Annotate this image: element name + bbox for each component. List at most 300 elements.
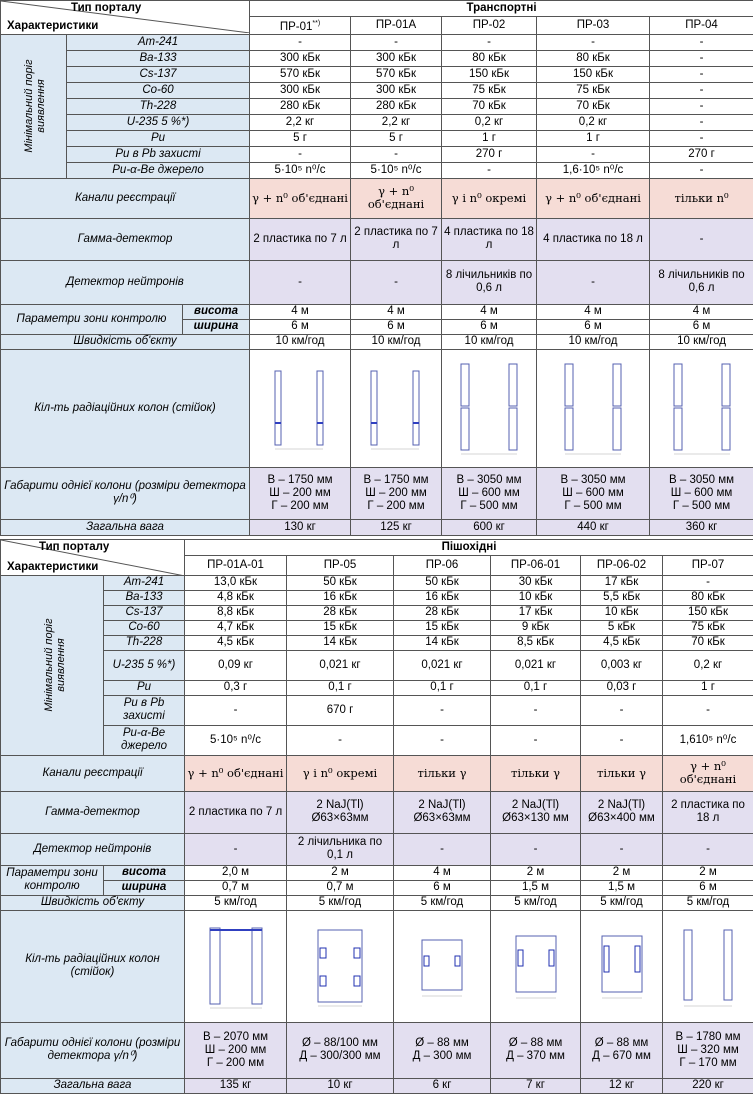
isotope-label: Th-228 (67, 98, 250, 114)
cell: γ і n⁰ окремі (442, 178, 537, 218)
cell: 0,1 г (491, 680, 581, 695)
cell: 10 км/год (537, 334, 650, 349)
group-title-transport: Транспортні (250, 1, 753, 17)
header-corner (1, 1, 250, 35)
weight-label: Загальна вага (1, 1078, 185, 1093)
cell: - (650, 218, 753, 260)
cell: - (650, 50, 753, 66)
cell: 2 NaJ(Tl) Ø63×130 мм (491, 791, 581, 833)
cell: - (442, 34, 537, 50)
cell: - (537, 146, 650, 162)
cell: 130 кг (250, 519, 351, 535)
cell: 4 пластика по 18 л (537, 218, 650, 260)
portal-drawing (361, 363, 431, 453)
cell: 10 кг (287, 1078, 394, 1093)
cell: - (250, 260, 351, 304)
column-header: ПР-01А-01 (185, 555, 287, 575)
cell: 570 кБк (250, 66, 351, 82)
width-label: ширина (104, 880, 185, 895)
cell: 0,2 кг (442, 114, 537, 130)
cell: - (250, 146, 351, 162)
cell: 10 км/год (442, 334, 537, 349)
cell: 6 м (250, 319, 351, 334)
cell: Ø – 88 мм Д – 370 мм (491, 1022, 581, 1078)
isotope-label: Cs-137 (104, 605, 185, 620)
cell: 2 м (581, 865, 663, 880)
characteristics-header: Характеристики (7, 561, 98, 574)
cell: В – 1750 мм Ш – 200 мм Г – 200 мм (250, 467, 351, 519)
dims-row (1, 467, 753, 519)
header-corner (1, 539, 185, 575)
cell: 300 кБк (351, 50, 442, 66)
drawing-cell (537, 349, 650, 467)
cell: 16 кБк (394, 590, 491, 605)
cell: 135 кг (185, 1078, 287, 1093)
cell: 2 м (491, 865, 581, 880)
cell: 14 кБк (287, 635, 394, 650)
neutron-label: Детектор нейтронів (1, 260, 250, 304)
cell: 2 пластика по 7 л (185, 791, 287, 833)
cell: 0,03 г (581, 680, 663, 695)
cell: тільки n⁰ (650, 178, 753, 218)
cell: В – 3050 мм Ш – 600 мм Г – 500 мм (650, 467, 753, 519)
cell: 2 NaJ(Tl) Ø63×63мм (394, 791, 491, 833)
isotope-label: Co-60 (67, 82, 250, 98)
table-row (1, 98, 753, 114)
cell: - (650, 98, 753, 114)
height-label: висота (183, 304, 250, 319)
cell: 10 км/год (351, 334, 442, 349)
cell: 30 кБк (491, 575, 581, 590)
isotope-label: U-235 5 %*) (104, 650, 185, 680)
table-row (1, 66, 753, 82)
cell: 280 кБк (250, 98, 351, 114)
neutron-row (1, 260, 753, 304)
cell: 150 кБк (537, 66, 650, 82)
cell: - (351, 146, 442, 162)
cell: 5 км/год (287, 895, 394, 910)
cell: 270 г (442, 146, 537, 162)
cell: В – 3050 мм Ш – 600 мм Г – 500 мм (442, 467, 537, 519)
isotope-label: Pu (104, 680, 185, 695)
dims-label: Габарити однієї колони (розміри детектора γ/n⁰) (1, 1022, 185, 1078)
drawing-cell (442, 349, 537, 467)
cell: 6 м (351, 319, 442, 334)
portal-drawing (449, 360, 529, 456)
cell: 0,7 м (287, 880, 394, 895)
cell: - (537, 260, 650, 304)
table-row (1, 590, 753, 605)
portal-drawing (586, 920, 658, 1012)
cell: 13,0 кБк (185, 575, 287, 590)
cell: - (663, 833, 753, 865)
cell: 0,3 г (185, 680, 287, 695)
table-row (1, 130, 753, 146)
isotope-label: Co-60 (104, 620, 185, 635)
zone-label: Параметри зони контролю (1, 304, 183, 334)
cell: - (351, 34, 442, 50)
column-header: ПР-01А (351, 17, 442, 35)
cell: γ + n⁰ об'єднані (663, 755, 753, 791)
cell: 0,021 кг (394, 650, 491, 680)
portal-type-header: Тип порталу (71, 2, 141, 15)
cell: 150 кБк (663, 605, 753, 620)
cell: 2 пластика по 7 л (351, 218, 442, 260)
neutron-label: Детектор нейтронів (1, 833, 185, 865)
drawing-cell (491, 910, 581, 1022)
speed-row (1, 895, 753, 910)
cell: γ + n⁰ об'єднані (185, 755, 287, 791)
isotope-label: Pu (67, 130, 250, 146)
cell: - (650, 130, 753, 146)
gamma-row (1, 218, 753, 260)
weight-label: Загальна вага (1, 519, 250, 535)
cell: 6 м (394, 880, 491, 895)
cell: - (250, 34, 351, 50)
isotope-label: Am-241 (104, 575, 185, 590)
neutron-row (1, 833, 753, 865)
cell: 0,021 кг (491, 650, 581, 680)
cell: 50 кБк (287, 575, 394, 590)
cell: 125 кг (351, 519, 442, 535)
column-header: ПР-06-01 (491, 555, 581, 575)
column-header: ПР-06 (394, 555, 491, 575)
cell: 0,7 м (185, 880, 287, 895)
cell: 0,021 кг (287, 650, 394, 680)
cell: 2 пластика по 18 л (663, 791, 753, 833)
cell: 80 кБк (442, 50, 537, 66)
drawing-cell (663, 910, 753, 1022)
cell: 80 кБк (537, 50, 650, 66)
channels-label: Канали реєстрації (1, 755, 185, 791)
table-row (1, 162, 753, 178)
isotope-label: Cs-137 (67, 66, 250, 82)
cell: 4 пластика по 18 л (442, 218, 537, 260)
cell: 6 м (663, 880, 753, 895)
cell: 300 кБк (250, 82, 351, 98)
cell: γ і n⁰ окремі (287, 755, 394, 791)
cell: 300 кБк (250, 50, 351, 66)
cell: 440 кг (537, 519, 650, 535)
cell: 4 м (394, 865, 491, 880)
cell: 15 кБк (287, 620, 394, 635)
isotope-label: Ba-133 (104, 590, 185, 605)
cell: тільки γ (394, 755, 491, 791)
table-row (1, 50, 753, 66)
height-label: висота (104, 865, 185, 880)
cell: В – 3050 мм Ш – 600 мм Г – 500 мм (537, 467, 650, 519)
cell: 4,8 кБк (185, 590, 287, 605)
cell: 16 кБк (287, 590, 394, 605)
gamma-label: Гамма-детектор (1, 791, 185, 833)
drawing-cell (250, 349, 351, 467)
cell: 270 г (650, 146, 753, 162)
dims-row (1, 1022, 753, 1078)
cell: 300 кБк (351, 82, 442, 98)
cell: 1 г (537, 130, 650, 146)
cell: 0,2 кг (537, 114, 650, 130)
cell: 280 кБк (351, 98, 442, 114)
weight-row (1, 519, 753, 535)
cell: 7 кг (491, 1078, 581, 1093)
portal-drawing (300, 920, 380, 1012)
cell: - (394, 725, 491, 755)
cell: - (663, 695, 753, 725)
cell: 2 пластика по 7 л (250, 218, 351, 260)
cell: В – 1780 мм Ш – 320 мм Г – 170 мм (663, 1022, 753, 1078)
channels-row (1, 755, 753, 791)
cell: - (394, 695, 491, 725)
cell: 1,6·10⁵ n⁰/c (537, 162, 650, 178)
cell: 2 NaJ(Tl) Ø63×63мм (287, 791, 394, 833)
cell: 360 кг (650, 519, 753, 535)
cell: - (650, 66, 753, 82)
isotope-label: U-235 5 %*) (67, 114, 250, 130)
speed-label: Швидкість об'єкту (1, 334, 250, 349)
portal-drawing (265, 363, 335, 453)
columns-count-label: Кіл-ть радіаційних колон (стійок) (1, 349, 250, 467)
drawing-cell (185, 910, 287, 1022)
cell: - (287, 725, 394, 755)
cell: - (537, 34, 650, 50)
table-row (1, 695, 753, 725)
cell: 0,09 кг (185, 650, 287, 680)
table-row (1, 635, 753, 650)
cell: 570 кБк (351, 66, 442, 82)
cell: 15 кБк (394, 620, 491, 635)
cell: 5 км/год (185, 895, 287, 910)
cell: 4 м (442, 304, 537, 319)
column-header: ПР-07 (663, 555, 753, 575)
column-header: ПР-02 (442, 17, 537, 35)
table-row (1, 34, 753, 50)
cell: 17 кБк (491, 605, 581, 620)
cell: 4 м (537, 304, 650, 319)
cell: 6 м (537, 319, 650, 334)
cell: тільки γ (491, 755, 581, 791)
cell: 4 м (250, 304, 351, 319)
cell: В – 2070 мм Ш – 200 мм Г – 200 мм (185, 1022, 287, 1078)
cell: - (581, 695, 663, 725)
cell: - (663, 575, 753, 590)
cell: 80 кБк (663, 590, 753, 605)
cell: 5·10⁵ n⁰/c (250, 162, 351, 178)
cell: 220 кг (663, 1078, 753, 1093)
cell: 6 кг (394, 1078, 491, 1093)
cell: 5 кБк (581, 620, 663, 635)
cell: - (650, 114, 753, 130)
cell: 2 лічильника по 0,1 л (287, 833, 394, 865)
cell: 4,5 кБк (581, 635, 663, 650)
cell: - (442, 162, 537, 178)
cell: - (650, 34, 753, 50)
cell: Ø – 88 мм Д – 300 мм (394, 1022, 491, 1078)
cell: 75 кБк (537, 82, 650, 98)
cell: 6 м (650, 319, 753, 334)
cell: 10 км/год (250, 334, 351, 349)
cell: 0,2 кг (663, 650, 753, 680)
cell: 8 лічильників по 0,6 л (442, 260, 537, 304)
cell: 28 кБк (394, 605, 491, 620)
cell: 1 г (442, 130, 537, 146)
cell: 10 км/год (650, 334, 753, 349)
cell: 5 км/год (663, 895, 753, 910)
cell: - (185, 695, 287, 725)
table-row (1, 725, 753, 755)
cell: 150 кБк (442, 66, 537, 82)
cell: 2 NaJ(Tl) Ø63×400 мм (581, 791, 663, 833)
cell: 4,7 кБк (185, 620, 287, 635)
threshold-label: Мінімальний поріг виявлення (1, 34, 67, 178)
portal-type-header: Тип порталу (39, 541, 109, 554)
isotope-label: Pu-α-Be джерело (104, 725, 185, 755)
column-header: ПР-03 (537, 17, 650, 35)
gamma-row (1, 791, 753, 833)
cell: 2,2 кг (351, 114, 442, 130)
cell: 9 кБк (491, 620, 581, 635)
height-row (1, 304, 753, 319)
drawing-cell (650, 349, 753, 467)
cell: 5 г (250, 130, 351, 146)
cell: γ + n⁰ об'єднані (537, 178, 650, 218)
cell: 2 м (663, 865, 753, 880)
channels-row (1, 178, 753, 218)
table-row (1, 680, 753, 695)
cell: 1,610⁵ n⁰/c (663, 725, 753, 755)
cell: 8,8 кБк (185, 605, 287, 620)
portal-drawing (668, 920, 748, 1012)
isotope-label: Pu в Pb захисті (67, 146, 250, 162)
cell: 670 г (287, 695, 394, 725)
cell: 0,1 г (287, 680, 394, 695)
table-row (1, 605, 753, 620)
cell: 0,003 кг (581, 650, 663, 680)
table-row (1, 620, 753, 635)
cell: 5 г (351, 130, 442, 146)
pedestrian-table (0, 539, 753, 1094)
speed-label: Швидкість об'єкту (1, 895, 185, 910)
characteristics-header: Характеристики (7, 20, 98, 33)
cell: 70 кБк (537, 98, 650, 114)
table-row (1, 114, 753, 130)
cell: 10 кБк (581, 605, 663, 620)
width-row (1, 880, 753, 895)
cell: - (491, 695, 581, 725)
threshold-label: Мінімальний поріг виявлення (1, 575, 104, 755)
cell: γ + n⁰ об'єднані (351, 178, 442, 218)
cell: 75 кБк (442, 82, 537, 98)
cell: 6 м (442, 319, 537, 334)
cell: - (581, 833, 663, 865)
cell: - (351, 260, 442, 304)
isotope-label: Am-241 (67, 34, 250, 50)
channels-label: Канали реєстрації (1, 178, 250, 218)
column-header: ПР-05 (287, 555, 394, 575)
cell: 5·10⁵ n⁰/c (185, 725, 287, 755)
table-row (1, 575, 753, 590)
table-row (1, 650, 753, 680)
cell: 75 кБк (663, 620, 753, 635)
cell: - (650, 82, 753, 98)
dims-label: Габарити однієї колони (розміри детектора γ/n⁰) (1, 467, 250, 519)
portal-drawing (553, 360, 633, 456)
cell: 5 км/год (491, 895, 581, 910)
cell: 2,2 кг (250, 114, 351, 130)
cell: 2,0 м (185, 865, 287, 880)
isotope-label: Pu в Pb захисті (104, 695, 185, 725)
cell: 1 г (663, 680, 753, 695)
zone-label: Параметри зони контролю (1, 865, 104, 895)
cell: В – 1750 мм Ш – 200 мм Г – 200 мм (351, 467, 442, 519)
cell: γ + n⁰ об'єднані (250, 178, 351, 218)
cell: Ø – 88/100 мм Д – 300/300 мм (287, 1022, 394, 1078)
cell: 70 кБк (663, 635, 753, 650)
cell: 28 кБк (287, 605, 394, 620)
drawing-cell (287, 910, 394, 1022)
cell: 4,5 кБк (185, 635, 287, 650)
isotope-label: Ba-133 (67, 50, 250, 66)
cell: 600 кг (442, 519, 537, 535)
cell: 50 кБк (394, 575, 491, 590)
cell: - (491, 833, 581, 865)
cell: 5 км/год (581, 895, 663, 910)
table-row (1, 146, 753, 162)
transport-table (0, 0, 753, 536)
drawing-cell (581, 910, 663, 1022)
cell: - (581, 725, 663, 755)
drawing-cell (394, 910, 491, 1022)
cell: 70 кБк (442, 98, 537, 114)
cell: 5 км/год (394, 895, 491, 910)
cell: - (394, 833, 491, 865)
cell: 4 м (351, 304, 442, 319)
cell: 1,5 м (581, 880, 663, 895)
width-label: ширина (183, 319, 250, 334)
column-header: ПР-01**) (250, 17, 351, 35)
column-header: ПР-06-02 (581, 555, 663, 575)
weight-row (1, 1078, 753, 1093)
cell: Ø – 88 мм Д – 670 мм (581, 1022, 663, 1078)
cell: 8 лічильників по 0,6 л (650, 260, 753, 304)
cell: 5,5 кБк (581, 590, 663, 605)
cell: - (185, 833, 287, 865)
cell: 5·10⁵ n⁰/c (351, 162, 442, 178)
isotope-label: Pu-α-Be джерело (67, 162, 250, 178)
height-row (1, 865, 753, 880)
column-header: ПР-04 (650, 17, 753, 35)
cell: - (491, 725, 581, 755)
drawing-row (1, 910, 753, 1022)
table-row (1, 82, 753, 98)
cell: 17 кБк (581, 575, 663, 590)
drawing-cell (351, 349, 442, 467)
cell: 14 кБк (394, 635, 491, 650)
cell: тільки γ (581, 755, 663, 791)
cell: 8,5 кБк (491, 635, 581, 650)
gamma-label: Гамма-детектор (1, 218, 250, 260)
cell: 1,5 м (491, 880, 581, 895)
columns-count-label: Кіл-ть радіаційних колон (стійок) (1, 910, 185, 1022)
portal-drawing (196, 920, 276, 1012)
portal-drawing (402, 920, 482, 1012)
portal-drawing (662, 360, 742, 456)
cell: - (650, 162, 753, 178)
group-title-pedestrian: Пішохідні (185, 539, 753, 555)
cell: 2 м (287, 865, 394, 880)
isotope-label: Th-228 (104, 635, 185, 650)
cell: 10 кБк (491, 590, 581, 605)
drawing-row (1, 349, 753, 467)
